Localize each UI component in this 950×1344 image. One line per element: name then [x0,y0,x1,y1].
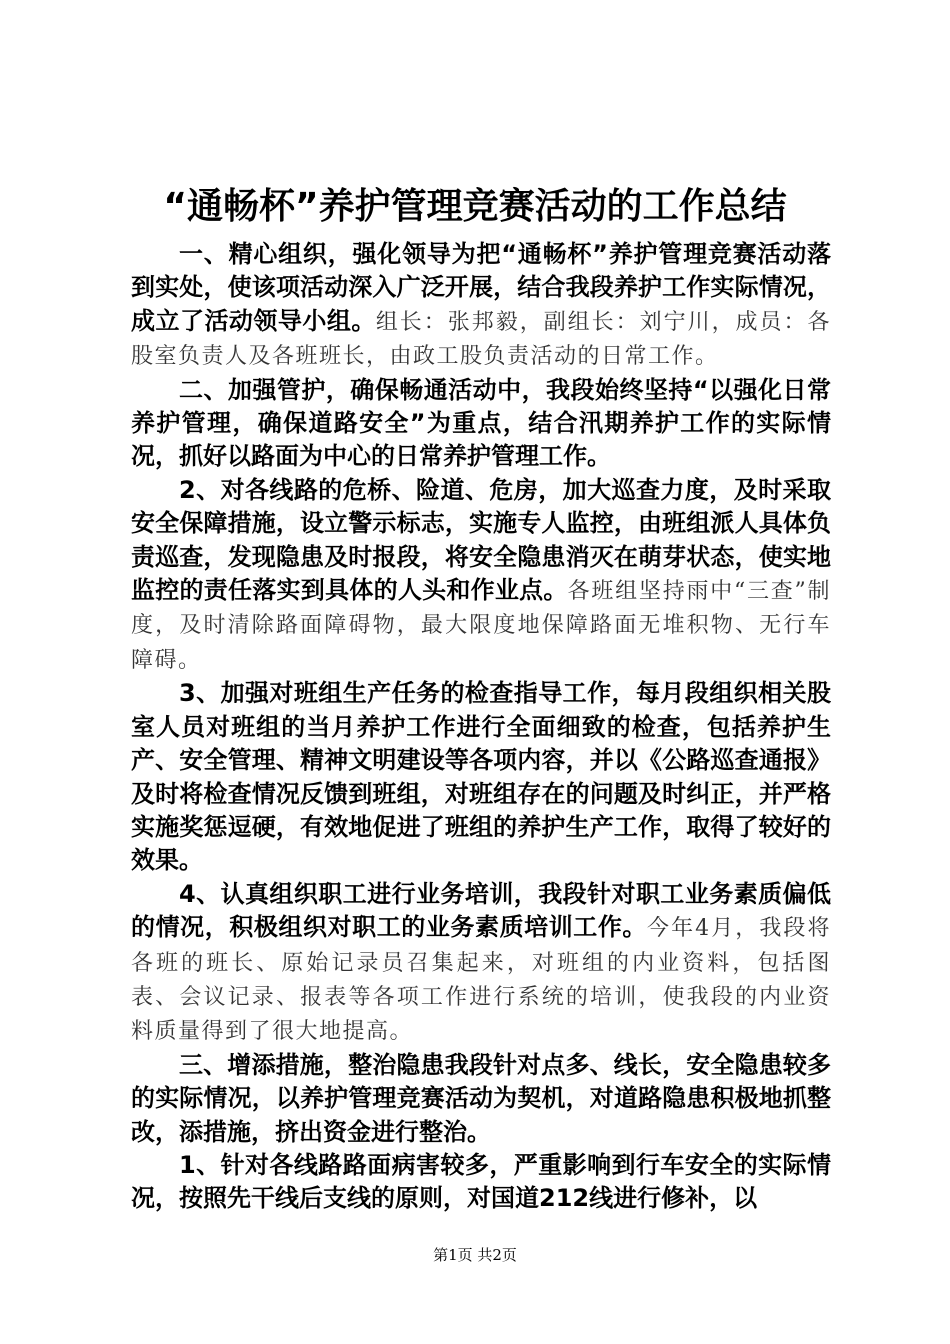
paragraph-7 [131,1149,831,1216]
paragraph-4 [131,677,831,877]
paragraph-7-main: 1、针对各线路路面病害较多，严重影响到行车安全的实际情况，按照先干线后支线的原则，对国道212线进行修补，以 [131,1150,831,1213]
paragraph-5-note: 今年4月，我段将各班的班长、原始记录员召集起来，对班组的内业资料，包括图表、会议记录、报表等各项工作进行系统的培训，使我段的内业资料质量得到了很大地提高。 [131,916,831,1045]
document-title: “通畅杯”养护管理竞赛活动的工作总结 [163,186,787,227]
page-number-footer: 第1页 共2页 [433,1246,517,1264]
paragraph-1 [131,238,831,374]
paragraph-6 [131,1049,831,1149]
paragraph-5 [131,878,831,1049]
paragraph-3-main: 2、对各线路的危桥、险道、危房，加大巡查力度，及时采取安全保障措施，设立警示标志，实施专人监控，由班组派人具体负责巡查，发现隐患及时报段，将安全隐患消灭在萌芽状态，使实地监控的责任落实到具体的人头和作业点。 [131,475,831,605]
paragraph-1-note: 组长：张邦毅，副组长：刘宁川，成员：各股室负责人及各班班长，由政工股负责活动的日常工作。 [131,309,831,370]
paragraph-3 [131,474,831,677]
paragraph-5-main: 4、认真组织职工进行业务培训，我段针对职工业务素质偏低的情况，积极组织对职工的业务素质培训工作。 [131,879,831,942]
paragraph-2-main: 二、加强管护，确保畅通活动中，我段始终坚持“以强化日常养护管理，确保道路安全”为重点，结合汛期养护工作的实际情况，抓好以路面为中心的日常养护管理工作。 [131,375,831,471]
paragraph-6-main: 三、增添措施，整治隐患我段针对点多、线长，安全隐患较多的实际情况，以养护管理竞赛活动为契机，对道路隐患积极地抓整改，添措施，挤出资金进行整治。 [131,1050,831,1146]
document-body [131,238,831,1216]
paragraph-2 [131,374,831,474]
paragraph-1-main: 一、精心组织，强化领导为把“通畅杯”养护管理竞赛活动落到实处，使该项活动深入广泛开展，结合我段养护工作实际情况，成立了活动领导小组。 [131,240,831,335]
paragraph-4-main: 3、加强对班组生产任务的检查指导工作，每月段组织相关股室人员对班组的当月养护工作进行全面细致的检查，包括养护生产、安全管理、精神文明建设等各项内容，并以《公路巡查通报》及时将检查情况反馈到班组，对班组存在的问题及时纠正，并严格实施奖惩逗硬，有效地促进了班组的养护生产工作，取得了较好的效果。 [131,679,831,875]
paragraph-3-note: 各班组坚持雨中“三查”制度，及时清除路面障碍物，最大限度地保障路面无堆积物、无行车障碍。 [131,579,831,673]
